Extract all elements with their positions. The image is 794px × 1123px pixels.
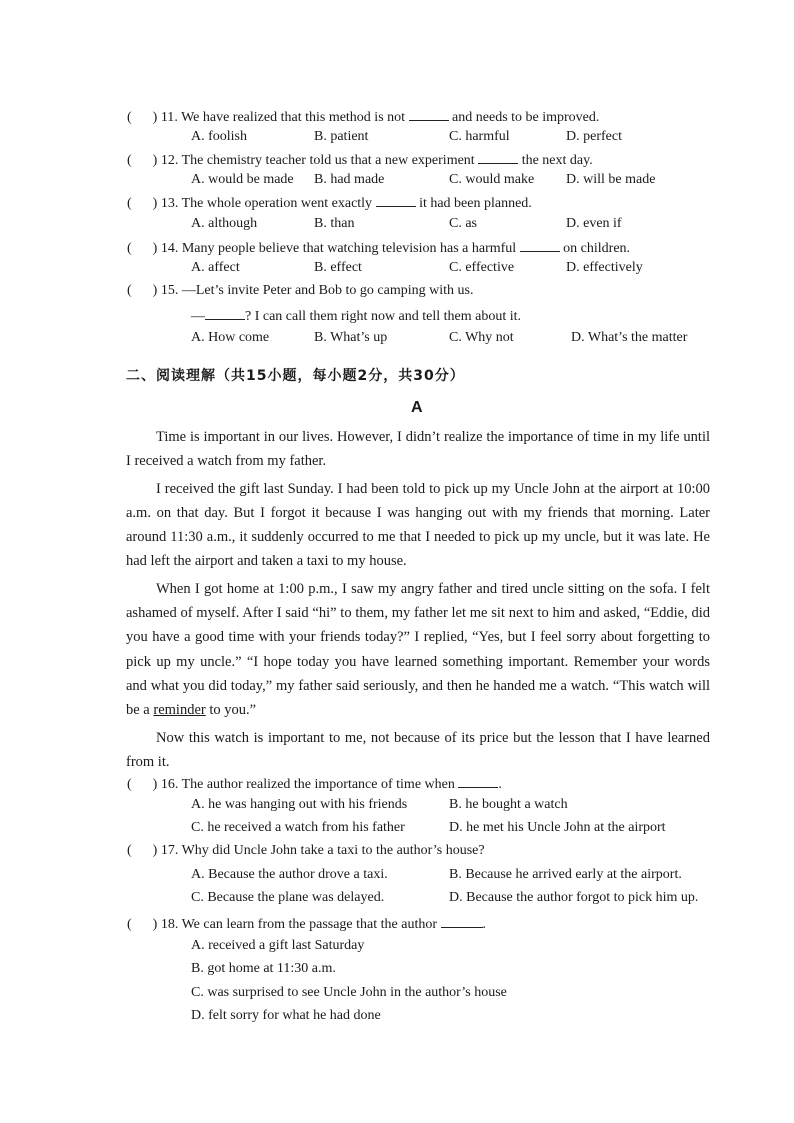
q16-option-b[interactable]: B. he bought a watch — [449, 797, 568, 812]
question-13: ( ) 13. The whole operation went exactly it had been planned. — [127, 192, 532, 213]
fill-blank[interactable] — [376, 192, 416, 207]
q13-option-b[interactable]: B. than — [314, 216, 355, 231]
question-17: ( ) 17. Why did Uncle John take a taxi to the author’s house? — [127, 843, 485, 858]
reading-passage — [126, 425, 710, 774]
question-14: ( ) 14. Many people believe that watching television has a harmful on children. — [127, 237, 630, 258]
q13-option-d[interactable]: D. even if — [566, 216, 622, 231]
q11-option-b[interactable]: B. patient — [314, 129, 369, 144]
fill-blank[interactable] — [205, 305, 245, 320]
q14-option-a[interactable]: A. affect — [191, 260, 240, 275]
q14-option-d[interactable]: D. effectively — [566, 260, 643, 275]
q18-option-b[interactable]: B. got home at 11:30 a.m. — [191, 961, 336, 976]
answer-bracket[interactable]: ( ) — [127, 196, 158, 211]
passage-label: A — [411, 399, 423, 416]
question-11: ( ) 11. We have realized that this method is not and needs to be improved. — [127, 106, 599, 127]
paragraph: When I got home at 1:00 p.m., I saw my angry father and tired uncle sitting on the sofa. I felt ashamed of myself. After I said “hi” to them, my father let me sit next to him and asked, “Eddie, did you have a good time with your friends today?” I replied, “Yes, but I feel sorry about forgetting to pick up my uncle.” “I hope today you have learned something important. Remember your words and what you did today,” my father said seriously, and then he handed me a watch. “This watch will be a reminder to you.” — [126, 580, 710, 719]
q14-option-b[interactable]: B. effect — [314, 260, 362, 275]
q13-option-c[interactable]: C. as — [449, 216, 477, 231]
q17-option-d[interactable]: D. Because the author forgot to pick him up. — [449, 890, 699, 905]
q12-option-b[interactable]: B. had made — [314, 172, 385, 187]
answer-bracket[interactable]: ( ) — [127, 153, 158, 168]
q12-option-c[interactable]: C. would make — [449, 172, 535, 187]
q15-option-b[interactable]: B. What’s up — [314, 330, 388, 345]
q15-option-d[interactable]: D. What’s the matter — [571, 330, 688, 345]
q17-option-a[interactable]: A. Because the author drove a taxi. — [191, 867, 388, 882]
q17-option-c[interactable]: C. Because the plane was delayed. — [191, 890, 385, 905]
q12-option-a[interactable]: A. would be made — [191, 172, 294, 187]
q15-option-a[interactable]: A. How come — [191, 330, 270, 345]
answer-bracket[interactable]: ( ) — [127, 110, 158, 125]
underlined-word: reminder — [153, 702, 206, 719]
fill-blank[interactable] — [441, 913, 483, 928]
question-18: ( ) 18. We can learn from the passage that the author . — [127, 913, 486, 934]
fill-blank[interactable] — [478, 149, 518, 164]
paragraph: Time is important in our lives. However, I didn’t realize the importance of time in my life until I received a watch from my father. — [126, 429, 710, 470]
section-title: 二、阅读理解（共15小题，每小题2分，共30分） — [126, 368, 465, 384]
question-16: ( ) 16. The author realized the importance of time when . — [127, 773, 502, 794]
q12-option-d[interactable]: D. will be made — [566, 172, 656, 187]
q14-option-c[interactable]: C. effective — [449, 260, 515, 275]
q18-option-d[interactable]: D. felt sorry for what he had done — [191, 1008, 381, 1023]
fill-blank[interactable] — [409, 106, 449, 121]
answer-bracket[interactable]: ( ) — [127, 843, 158, 858]
question-15: ( ) 15. —Let’s invite Peter and Bob to go camping with us. — [127, 283, 474, 298]
question-12: ( ) 12. The chemistry teacher told us that a new experiment the next day. — [127, 149, 593, 170]
answer-bracket[interactable]: ( ) — [127, 777, 158, 792]
answer-bracket[interactable]: ( ) — [127, 241, 158, 256]
q13-option-a[interactable]: A. although — [191, 216, 258, 231]
answer-bracket[interactable]: ( ) — [127, 917, 158, 932]
fill-blank[interactable] — [520, 237, 560, 252]
paragraph: I received the gift last Sunday. I had been told to pick up my Uncle John at the airport at 10:00 a.m. on that day. But I forgot it because I was hanging out with my friends that morning. Later around 11:30 a.m., it suddenly occurred to me that I needed to pick up my uncle, but it was late. He had left the airport and taken a taxi to my house. — [126, 480, 710, 570]
q16-option-a[interactable]: A. he was hanging out with his friends — [191, 797, 408, 812]
q15-dialogue-line: — ? I can call them right now and tell them about it. — [191, 305, 521, 326]
q11-option-d[interactable]: D. perfect — [566, 129, 622, 144]
q11-option-a[interactable]: A. foolish — [191, 129, 247, 144]
q16-option-c[interactable]: C. he received a watch from his father — [191, 820, 405, 835]
q11-option-c[interactable]: C. harmful — [449, 129, 510, 144]
q18-option-a[interactable]: A. received a gift last Saturday — [191, 938, 365, 953]
paragraph: Now this watch is important to me, not because of its price but the lesson that I have learned from it. — [126, 729, 710, 770]
q18-option-c[interactable]: C. was surprised to see Uncle John in the author’s house — [191, 985, 507, 1000]
fill-blank[interactable] — [458, 773, 498, 788]
q16-option-d[interactable]: D. he met his Uncle John at the airport — [449, 820, 666, 835]
answer-bracket[interactable]: ( ) — [127, 283, 158, 298]
q15-option-c[interactable]: C. Why not — [449, 330, 514, 345]
q17-option-b[interactable]: B. Because he arrived early at the airport. — [449, 867, 682, 882]
